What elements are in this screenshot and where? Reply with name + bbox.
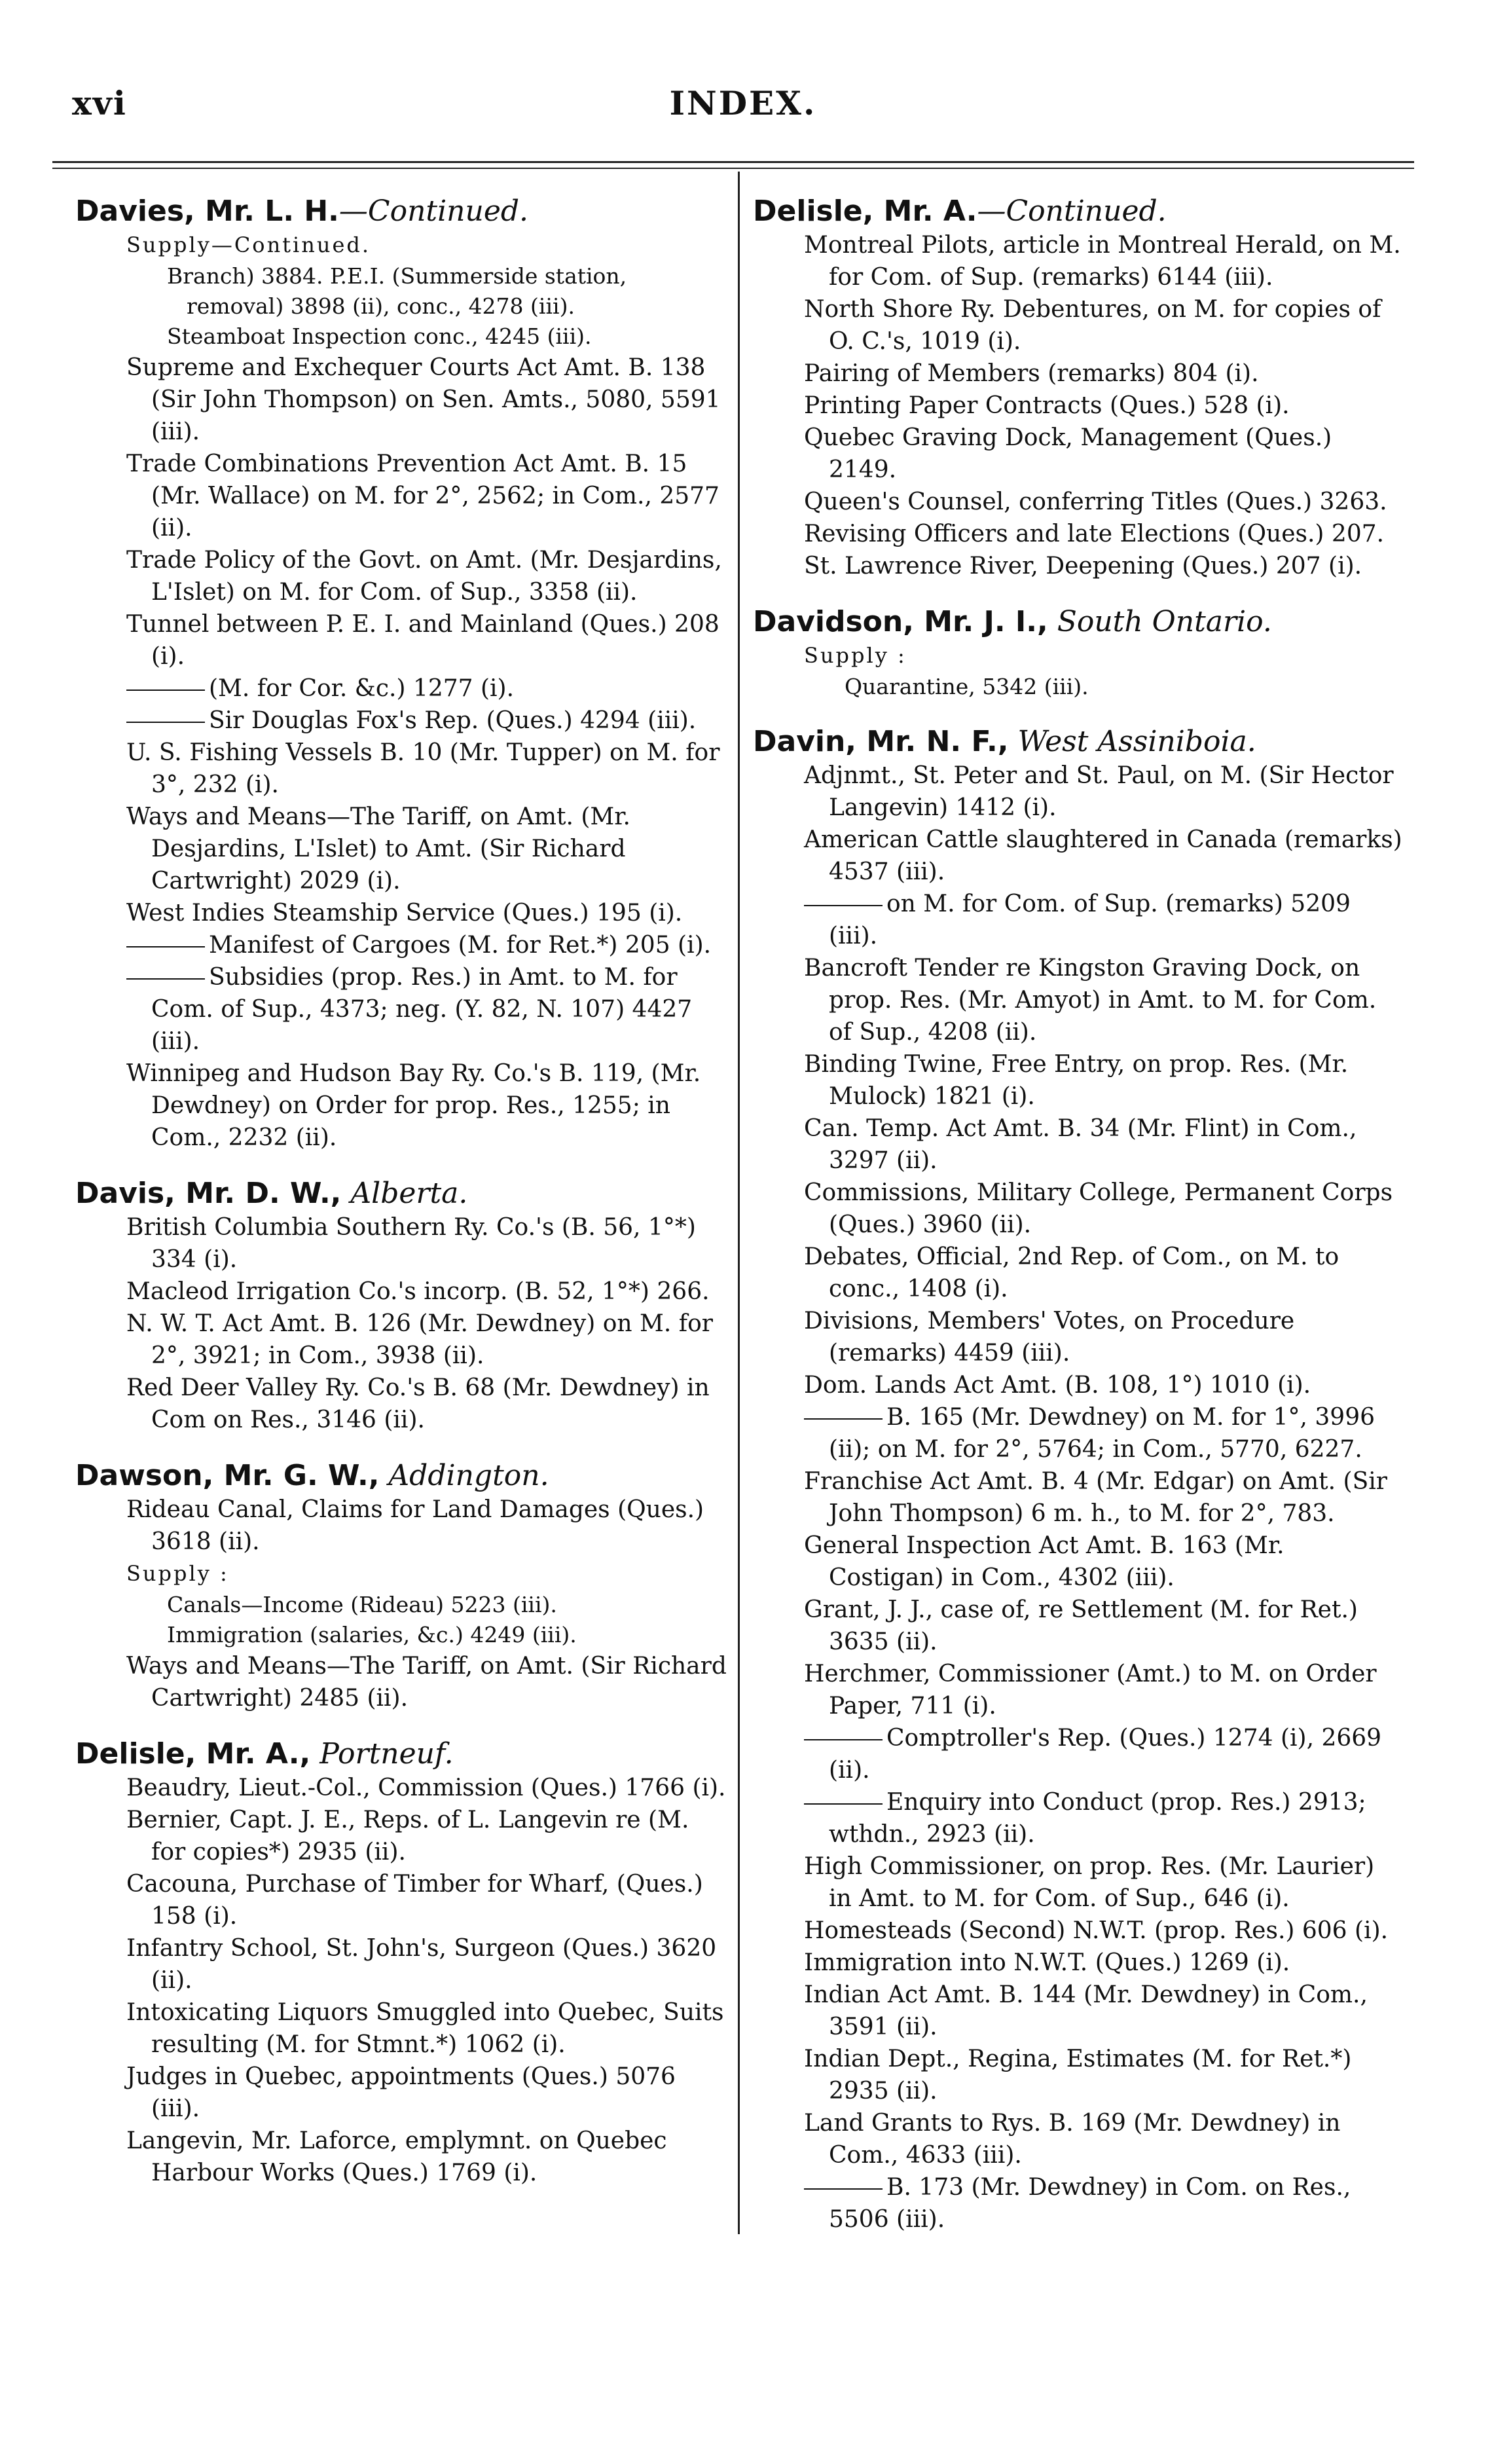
entry-heading: [75, 1176, 730, 1211]
index-item: N. W. T. Act Amt. B. 126 (Mr. Dewdney) on M. for 2°, 3921; in Com., 3938 (ii).: [126, 1310, 713, 1369]
member-name: Davis, Mr. D. W.,: [75, 1177, 342, 1210]
index-item: Langevin, Mr. Laforce, emplymnt. on Quebec Harbour Works (Ques.) 1769 (i).: [126, 2127, 667, 2186]
index-item: Supreme and Exchequer Courts Act Amt. B. 138 (Sir John Thompson) on Sen. Amts., 5080, 5591 (iii).: [126, 354, 721, 445]
riding-name: Addington.: [388, 1459, 549, 1492]
index-item: Red Deer Valley Ry. Co.'s B. 68 (Mr. Dewdney) in Com on Res., 3146 (ii).: [126, 1374, 710, 1433]
index-entry: [75, 1458, 730, 1714]
page-header: [72, 84, 1414, 136]
riding-name: West Assiniboia.: [1017, 725, 1256, 758]
index-item: Revising Officers and late Elections (Ques.) 207.: [804, 521, 1385, 547]
ditto-text: Sir Douglas Fox's Rep. (Ques.) 4294 (iii).: [209, 707, 697, 734]
index-item: Homesteads (Second) N.W.T. (prop. Res.) 606 (i).: [804, 1917, 1389, 1944]
index-entry: [75, 1176, 730, 1436]
page-number: xvi: [72, 84, 127, 122]
index-item: Cacouna, Purchase of Timber for Wharf, (Ques.) 158 (i).: [126, 1871, 703, 1930]
index-item: West Indies Steamship Service (Ques.) 195 (i).: [126, 900, 683, 927]
ditto-text: B. 173 (Mr. Dewdney) in Com. on Res., 5506 (iii).: [829, 2174, 1351, 2233]
ditto-dash: [804, 1803, 883, 1805]
index-entry: [75, 1737, 730, 2189]
column-divider: [738, 172, 740, 2234]
index-item: U. S. Fishing Vessels B. 10 (Mr. Tupper) on M. for 3°, 232 (i).: [126, 739, 720, 798]
index-item: Winnipeg and Hudson Bay Ry. Co.'s B. 119, (Mr. Dewdney) on Order for prop. Res., 1255; in Com., 2232 (ii).: [126, 1060, 701, 1151]
index-item: American Cattle slaughtered in Canada (remarks) 4537 (iii).: [804, 826, 1402, 885]
index-item: Land Grants to Rys. B. 169 (Mr. Dewdney) in Com., 4633 (iii).: [804, 2110, 1341, 2169]
index-entry: [753, 604, 1404, 702]
index-item: Ways and Means—The Tariff, on Amt. (Sir Richard Cartwright) 2485 (ii).: [126, 1653, 727, 1712]
member-name: Davidson, Mr. J. I.,: [753, 605, 1048, 638]
ditto-text: Comptroller's Rep. (Ques.) 1274 (i), 2669 (ii).: [829, 1725, 1382, 1784]
header-rule: [52, 161, 1414, 163]
ditto-text: B. 165 (Mr. Dewdney) on M. for 1°, 3996 (ii); on M. for 2°, 5764; in Com., 5770, 6227.: [829, 1404, 1375, 1463]
index-item: Trade Policy of the Govt. on Amt. (Mr. Desjardins, L'Islet) on M. for Com. of Sup., 3358 (ii).: [126, 547, 722, 606]
index-item: Franchise Act Amt. B. 4 (Mr. Edgar) on Amt. (Sir John Thompson) 6 m. h., to M. for 2°, 783.: [804, 1468, 1387, 1527]
ditto-dash: [804, 2188, 883, 2190]
page-title: INDEX.: [669, 84, 817, 122]
index-entry: [753, 724, 1404, 2235]
ditto-text: Enquiry into Conduct (prop. Res.) 2913; wthdn., 2923 (ii).: [829, 1789, 1366, 1848]
index-item: Ways and Means—The Tariff, on Amt. (Mr. Desjardins, L'Islet) to Amt. (Sir Richard Cartwright) 2029 (i).: [126, 803, 630, 894]
index-item: Bancroft Tender re Kingston Graving Dock, on prop. Res. (Mr. Amyot) in Amt. to M. for Com. of Sup., 4208 (ii).: [804, 955, 1377, 1046]
ditto-entry: [778, 2171, 1404, 2235]
sub-entry: Quarantine, 5342 (iii).: [845, 674, 1089, 699]
ditto-dash: [126, 722, 205, 723]
sub-entry: Branch) 3884. P.E.I. (Summerside station, removal) 3898 (ii), conc., 4278 (iii).: [167, 263, 627, 319]
entry-heading: [753, 724, 1404, 760]
index-item: Montreal Pilots, article in Montreal Herald, on M. for Com. of Sup. (remarks) 6144 (iii).: [804, 232, 1401, 291]
index-item: Indian Dept., Regina, Estimates (M. for Ret.*) 2935 (ii).: [804, 2046, 1352, 2105]
index-item: Divisions, Members' Votes, on Procedure (remarks) 4459 (iii).: [804, 1308, 1295, 1367]
index-item: Bernier, Capt. J. E., Reps. of L. Langevin re (M. for copies*) 2935 (ii).: [126, 1807, 689, 1866]
index-item: North Shore Ry. Debentures, on M. for copies of O. C.'s, 1019 (i).: [804, 296, 1381, 355]
index-item: Tunnel between P. E. I. and Mainland (Ques.) 208 (i).: [126, 611, 720, 670]
ditto-text: on M. for Com. of Sup. (remarks) 5209 (iii).: [829, 891, 1351, 949]
riding-name: South Ontario.: [1057, 605, 1272, 638]
index-item: Trade Combinations Prevention Act Amt. B. 15 (Mr. Wallace) on M. for 2°, 2562; in Com., 2577 (ii).: [126, 451, 720, 542]
index-item: Binding Twine, Free Entry, on prop. Res. (Mr. Mulock) 1821 (i).: [804, 1051, 1349, 1110]
index-item: Quebec Graving Dock, Management (Ques.) 2149.: [804, 424, 1332, 483]
ditto-entry: [100, 705, 730, 737]
index-item: Beaudry, Lieut.-Col., Commission (Ques.) 1766 (i).: [126, 1774, 726, 1801]
ditto-entry: [778, 1722, 1404, 1786]
ditto-dash: [804, 1418, 883, 1420]
index-item: Debates, Official, 2nd Rep. of Com., on M. to conc., 1408 (i).: [804, 1243, 1339, 1302]
index-item: Commissions, Military College, Permanent Corps (Ques.) 3960 (ii).: [804, 1179, 1393, 1238]
index-item: Indian Act Amt. B. 144 (Mr. Dewdney) in Com., 3591 (ii).: [804, 1981, 1368, 2040]
ditto-entry: [778, 1786, 1404, 1850]
index-item: Immigration into N.W.T. (Ques.) 1269 (i).: [804, 1949, 1290, 1976]
left-column: [75, 194, 730, 2211]
ditto-entry: [100, 672, 730, 705]
index-item: Adjnmt., St. Peter and St. Paul, on M. (Sir Hector Langevin) 1412 (i).: [804, 762, 1394, 821]
index-item: Intoxicating Liquors Smuggled into Quebec, Suits resulting (M. for Stmnt.*) 1062 (i).: [126, 1999, 724, 2058]
index-item: General Inspection Act Amt. B. 163 (Mr. Costigan) in Com., 4302 (iii).: [804, 1532, 1284, 1591]
continued-label: —Continued.: [977, 194, 1167, 228]
index-item: Can. Temp. Act Amt. B. 34 (Mr. Flint) in Com., 3297 (ii).: [804, 1115, 1357, 1174]
member-name: Dawson, Mr. G. W.,: [75, 1459, 380, 1492]
ditto-entry: [100, 929, 730, 961]
index-item: Judges in Quebec, appointments (Ques.) 5076 (iii).: [126, 2063, 676, 2122]
index-item: Pairing of Members (remarks) 804 (i).: [804, 360, 1259, 387]
subheading-label: Supply :: [126, 1561, 229, 1586]
sub-entry: Immigration (salaries, &c.) 4249 (iii).: [167, 1622, 577, 1647]
right-column: [753, 194, 1404, 2258]
sub-entry: Steamboat Inspection conc., 4245 (iii).: [167, 323, 592, 349]
index-item: Rideau Canal, Claims for Land Damages (Ques.) 3618 (ii).: [126, 1496, 704, 1555]
ditto-text: (M. for Cor. &c.) 1277 (i).: [209, 675, 515, 702]
continued-label: —Continued.: [338, 194, 529, 228]
member-name: Delisle, Mr. A.: [753, 194, 977, 228]
member-name: Delisle, Mr. A.,: [75, 1737, 311, 1771]
sub-entry: Canals—Income (Rideau) 5223 (iii).: [167, 1592, 557, 1617]
ditto-dash: [126, 690, 205, 691]
subheading-label: Supply—Continued.: [126, 232, 371, 257]
header-rule-inner: [52, 168, 1414, 169]
ditto-text: Manifest of Cargoes (M. for Ret.*) 205 (i).: [209, 932, 712, 959]
riding-name: Alberta.: [350, 1177, 468, 1210]
entry-heading: [75, 194, 730, 229]
entry-heading: [753, 604, 1404, 640]
member-name: Davin, Mr. N. F.,: [753, 725, 1009, 758]
index-item: Macleod Irrigation Co.'s incorp. (B. 52, 1°*) 266.: [126, 1278, 710, 1305]
index-item: Grant, J. J., case of, re Settlement (M. for Ret.) 3635 (ii).: [804, 1596, 1358, 1655]
ditto-dash: [126, 946, 205, 947]
ditto-entry: [778, 888, 1404, 952]
index-item: Dom. Lands Act Amt. (B. 108, 1°) 1010 (i).: [804, 1372, 1311, 1399]
ditto-text: Subsidies (prop. Res.) in Amt. to M. for Com. of Sup., 4373; neg. (Y. 82, N. 107) 4427 (iii).: [151, 964, 693, 1055]
entry-heading: [75, 1737, 730, 1772]
member-name: Davies, Mr. L. H.: [75, 194, 339, 228]
ditto-dash: [804, 1739, 883, 1740]
index-item: Queen's Counsel, conferring Titles (Ques.) 3263.: [804, 488, 1387, 515]
index-item: Herchmer, Commissioner (Amt.) to M. on Order Paper, 711 (i).: [804, 1661, 1377, 1719]
index-item: British Columbia Southern Ry. Co.'s (B. 56, 1°*) 334 (i).: [126, 1214, 696, 1273]
ditto-entry: [778, 1401, 1404, 1465]
ditto-entry: [100, 961, 730, 1057]
index-item: High Commissioner, on prop. Res. (Mr. Laurier) in Amt. to M. for Com. of Sup., 646 (i).: [804, 1853, 1375, 1912]
entry-heading: [753, 194, 1404, 229]
index-item: Infantry School, St. John's, Surgeon (Ques.) 3620 (ii).: [126, 1935, 717, 1994]
index-entry: [753, 194, 1404, 582]
index-item: St. Lawrence River, Deepening (Ques.) 207 (i).: [804, 553, 1362, 579]
entry-heading: [75, 1458, 730, 1494]
riding-name: Portneuf.: [319, 1737, 454, 1771]
ditto-dash: [804, 905, 883, 906]
index-entry: [75, 194, 730, 1154]
index-item: Printing Paper Contracts (Ques.) 528 (i).: [804, 392, 1290, 419]
ditto-dash: [126, 978, 205, 980]
subheading-label: Supply :: [804, 643, 907, 668]
